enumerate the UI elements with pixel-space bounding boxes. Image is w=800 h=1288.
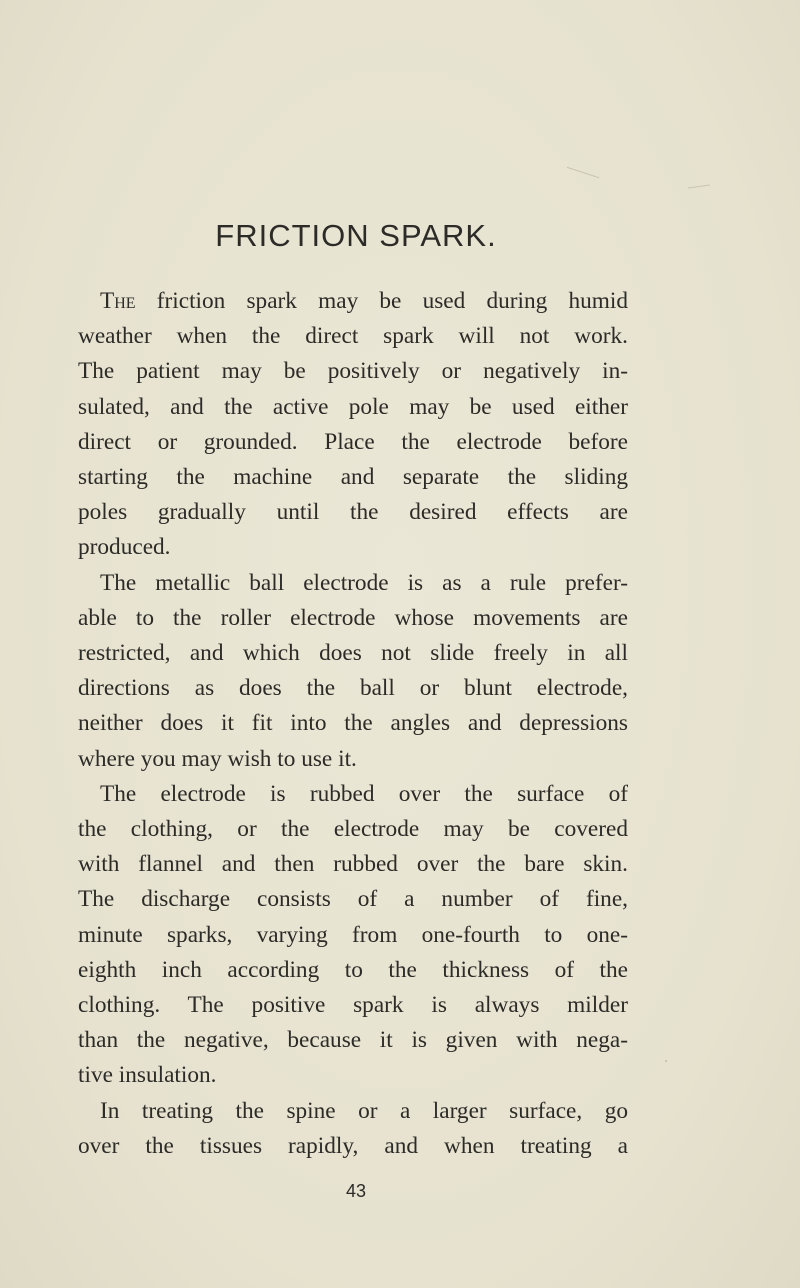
text-line [78, 284, 628, 319]
text-line: The electrode is rubbed over the surface of [100, 780, 628, 807]
text-line: In treating the spine or a larger surface, go [100, 1097, 628, 1124]
text-line: produced. [78, 534, 171, 561]
text-line: minute sparks, varying from one-fourth to one- [78, 921, 628, 948]
text-line: tive insulation. [78, 1062, 217, 1089]
text-line: The metallic ball electrode is as a rule prefer- [100, 569, 628, 596]
text-line: neither does it fit into the angles and depressions [78, 710, 628, 737]
text-line: over the tissues rapidly, and when treating a [78, 1132, 628, 1159]
paper-mark [665, 1060, 667, 1062]
lead-word: The [100, 288, 136, 314]
text-line: directions as does the ball or blunt electrode, [78, 675, 628, 702]
text-line: the clothing, or the electrode may be covered [78, 816, 628, 843]
text-line-rest: friction spark may be used during humid [135, 288, 628, 314]
text-line: eighth inch according to the thickness of the [78, 956, 628, 983]
page-number: 43 [345, 1181, 367, 1201]
text-line: poles gradually until the desired effects are [78, 499, 628, 526]
text-line: The discharge consists of a number of fine, [78, 886, 628, 913]
text-line: where you may wish to use it. [78, 745, 357, 772]
text-line: sulated, and the active pole may be used either [78, 393, 628, 420]
body-text [78, 284, 628, 1164]
chapter-title: FRICTION SPARK. [215, 218, 497, 253]
text-line: starting the machine and separate the sliding [78, 464, 628, 491]
text-line: The patient may be positively or negatively in- [78, 358, 628, 385]
paper-mark [688, 184, 710, 188]
text-line: clothing. The positive spark is always milder [78, 992, 628, 1019]
text-line: weather when the direct spark will not work. [78, 323, 628, 350]
paper-mark [567, 167, 600, 178]
text-line: able to the roller electrode whose movements are [78, 604, 628, 631]
text-line: than the negative, because it is given with nega- [78, 1027, 628, 1054]
text-line: with flannel and then rubbed over the bare skin. [78, 851, 628, 878]
text-line: restricted, and which does not slide freely in all [78, 640, 628, 667]
text-line: direct or grounded. Place the electrode before [78, 428, 628, 455]
